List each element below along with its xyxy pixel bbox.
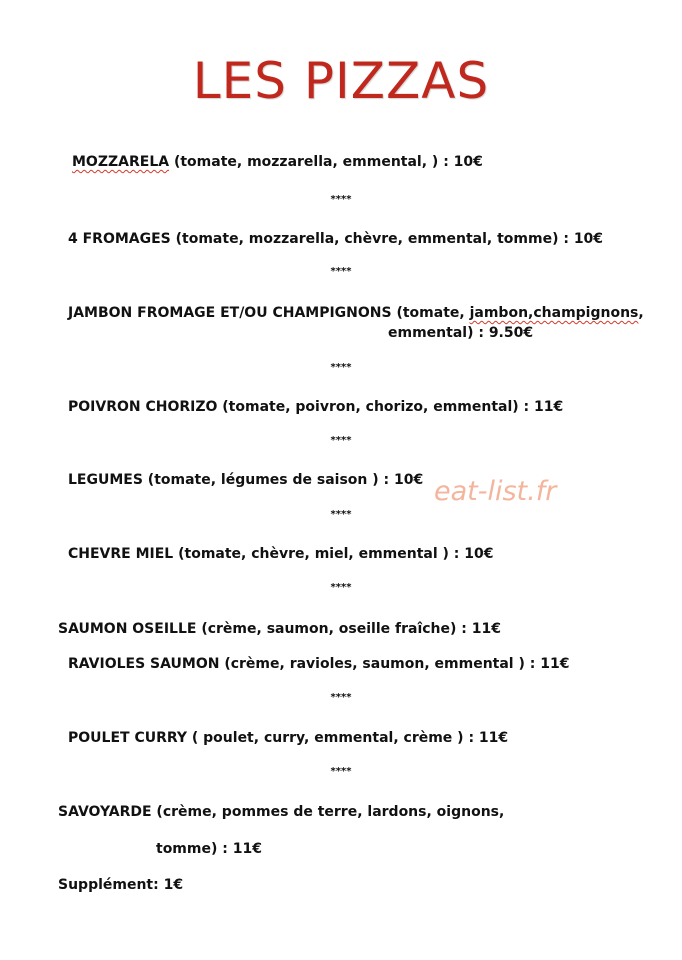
- menu-item-jambon-fromage: JAMBON FROMAGE ET/OU CHAMPIGNONS (tomate, jambon,champignons,: [68, 305, 644, 321]
- menu-item-4-fromages: 4 FROMAGES (tomate, mozzarella, chèvre, emmental, tomme) : 10€: [68, 231, 604, 247]
- menu-item-savoyarde-price: tomme) : 11€: [156, 841, 262, 857]
- menu-item-saumon-oseille: SAUMON OSEILLE (crème, saumon, oseille fraîche) : 11€: [58, 621, 501, 637]
- menu-item-ravioles-saumon: RAVIOLES SAUMON (crème, ravioles, saumon, emmental ) : 11€: [68, 656, 570, 672]
- separator: ****: [330, 582, 352, 593]
- item-details: (tomate, mozzarella, emmental, ) : 10€: [169, 154, 483, 170]
- separator: ****: [330, 692, 352, 703]
- separator: ****: [330, 194, 352, 205]
- menu-item-legumes: LEGUMES (tomate, légumes de saison ) : 10€: [68, 472, 424, 488]
- supplement-note: Supplément: 1€: [58, 877, 184, 893]
- menu-item-poivron-chorizo: POIVRON CHORIZO (tomate, poivron, chorizo, emmental) : 11€: [68, 399, 564, 415]
- spellcheck-flagged-word: jambon,champignons: [469, 305, 639, 321]
- menu-title: LES PIZZAS: [192, 52, 490, 110]
- separator: ****: [330, 266, 352, 277]
- menu-item-chevre-miel: CHEVRE MIEL (tomate, chèvre, miel, emmental ) : 10€: [68, 546, 494, 562]
- separator: ****: [330, 435, 352, 446]
- separator: ****: [330, 362, 352, 373]
- spellcheck-flagged-word: MOZZARELA: [72, 154, 170, 170]
- menu-item-savoyarde: SAVOYARDE (crème, pommes de terre, lardons, oignons,: [58, 804, 505, 820]
- menu-item-poulet-curry: POULET CURRY ( poulet, curry, emmental, crème ) : 11€: [68, 730, 509, 746]
- menu-item-jambon-fromage-price: emmental) : 9.50€: [388, 325, 534, 341]
- separator: ****: [330, 509, 352, 520]
- watermark: eat-list.fr: [434, 476, 557, 507]
- separator: ****: [330, 766, 352, 777]
- menu-item-mozzarela: [72, 153, 483, 171]
